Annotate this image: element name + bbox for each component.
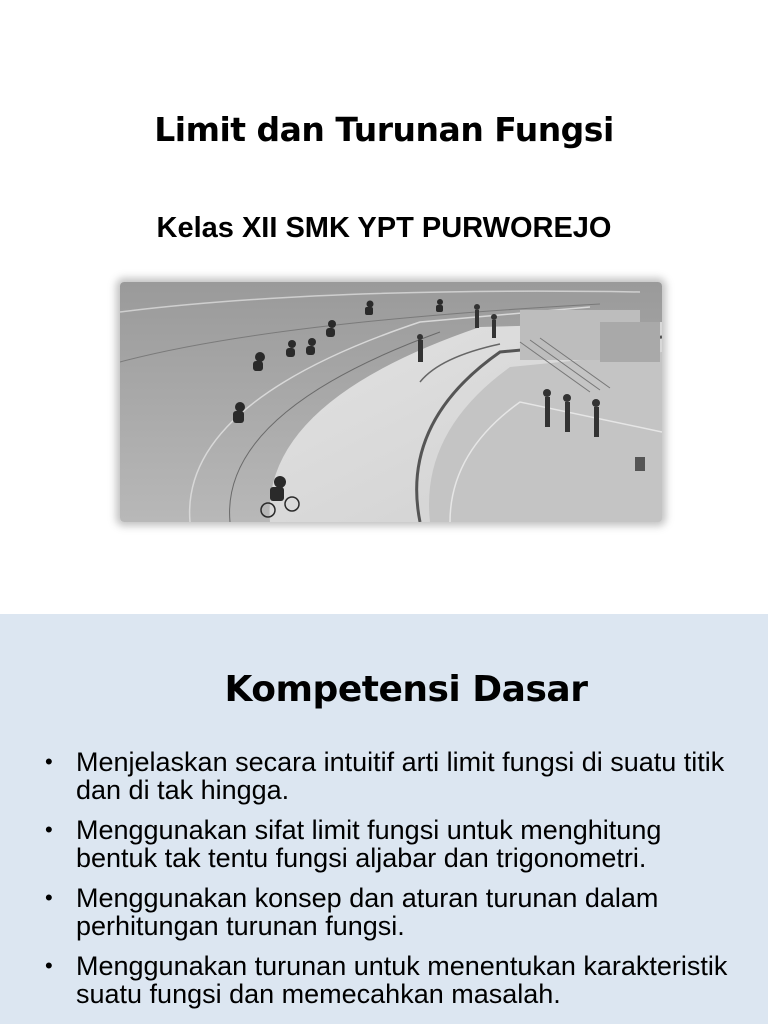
bullet-dot-icon: • [45, 953, 53, 978]
slide-subtitle: Kelas XII SMK YPT PURWOREJO [156, 212, 612, 244]
bullet-dot-icon: • [45, 749, 53, 774]
slide-title-heading: Limit dan Turunan Fungsi [154, 110, 614, 149]
velodrome-photo [120, 282, 662, 522]
list-item [45, 748, 735, 804]
list-item-text: Menggunakan turunan untuk menentukan karakteristik suatu fungsi dan memecahkan masalah. [76, 951, 728, 1009]
list-item [45, 816, 735, 872]
list-item [45, 952, 735, 1008]
list-item-text: Menggunakan sifat limit fungsi untuk menghitung bentuk tak tentu fungsi aljabar dan trigonometri. [76, 815, 662, 873]
list-item-text: Menggunakan konsep dan aturan turunan dalam perhitungan turunan fungsi. [76, 883, 659, 941]
competency-list [45, 748, 735, 1020]
section-heading: Kompetensi Dasar [224, 669, 588, 710]
list-item-text: Menjelaskan secara intuitif arti limit fungsi di suatu titik dan di tak hingga. [76, 747, 725, 805]
bullet-dot-icon: • [45, 817, 53, 842]
bullet-dot-icon: • [45, 885, 53, 910]
slide-competencies [0, 614, 768, 1024]
list-item [45, 884, 735, 940]
